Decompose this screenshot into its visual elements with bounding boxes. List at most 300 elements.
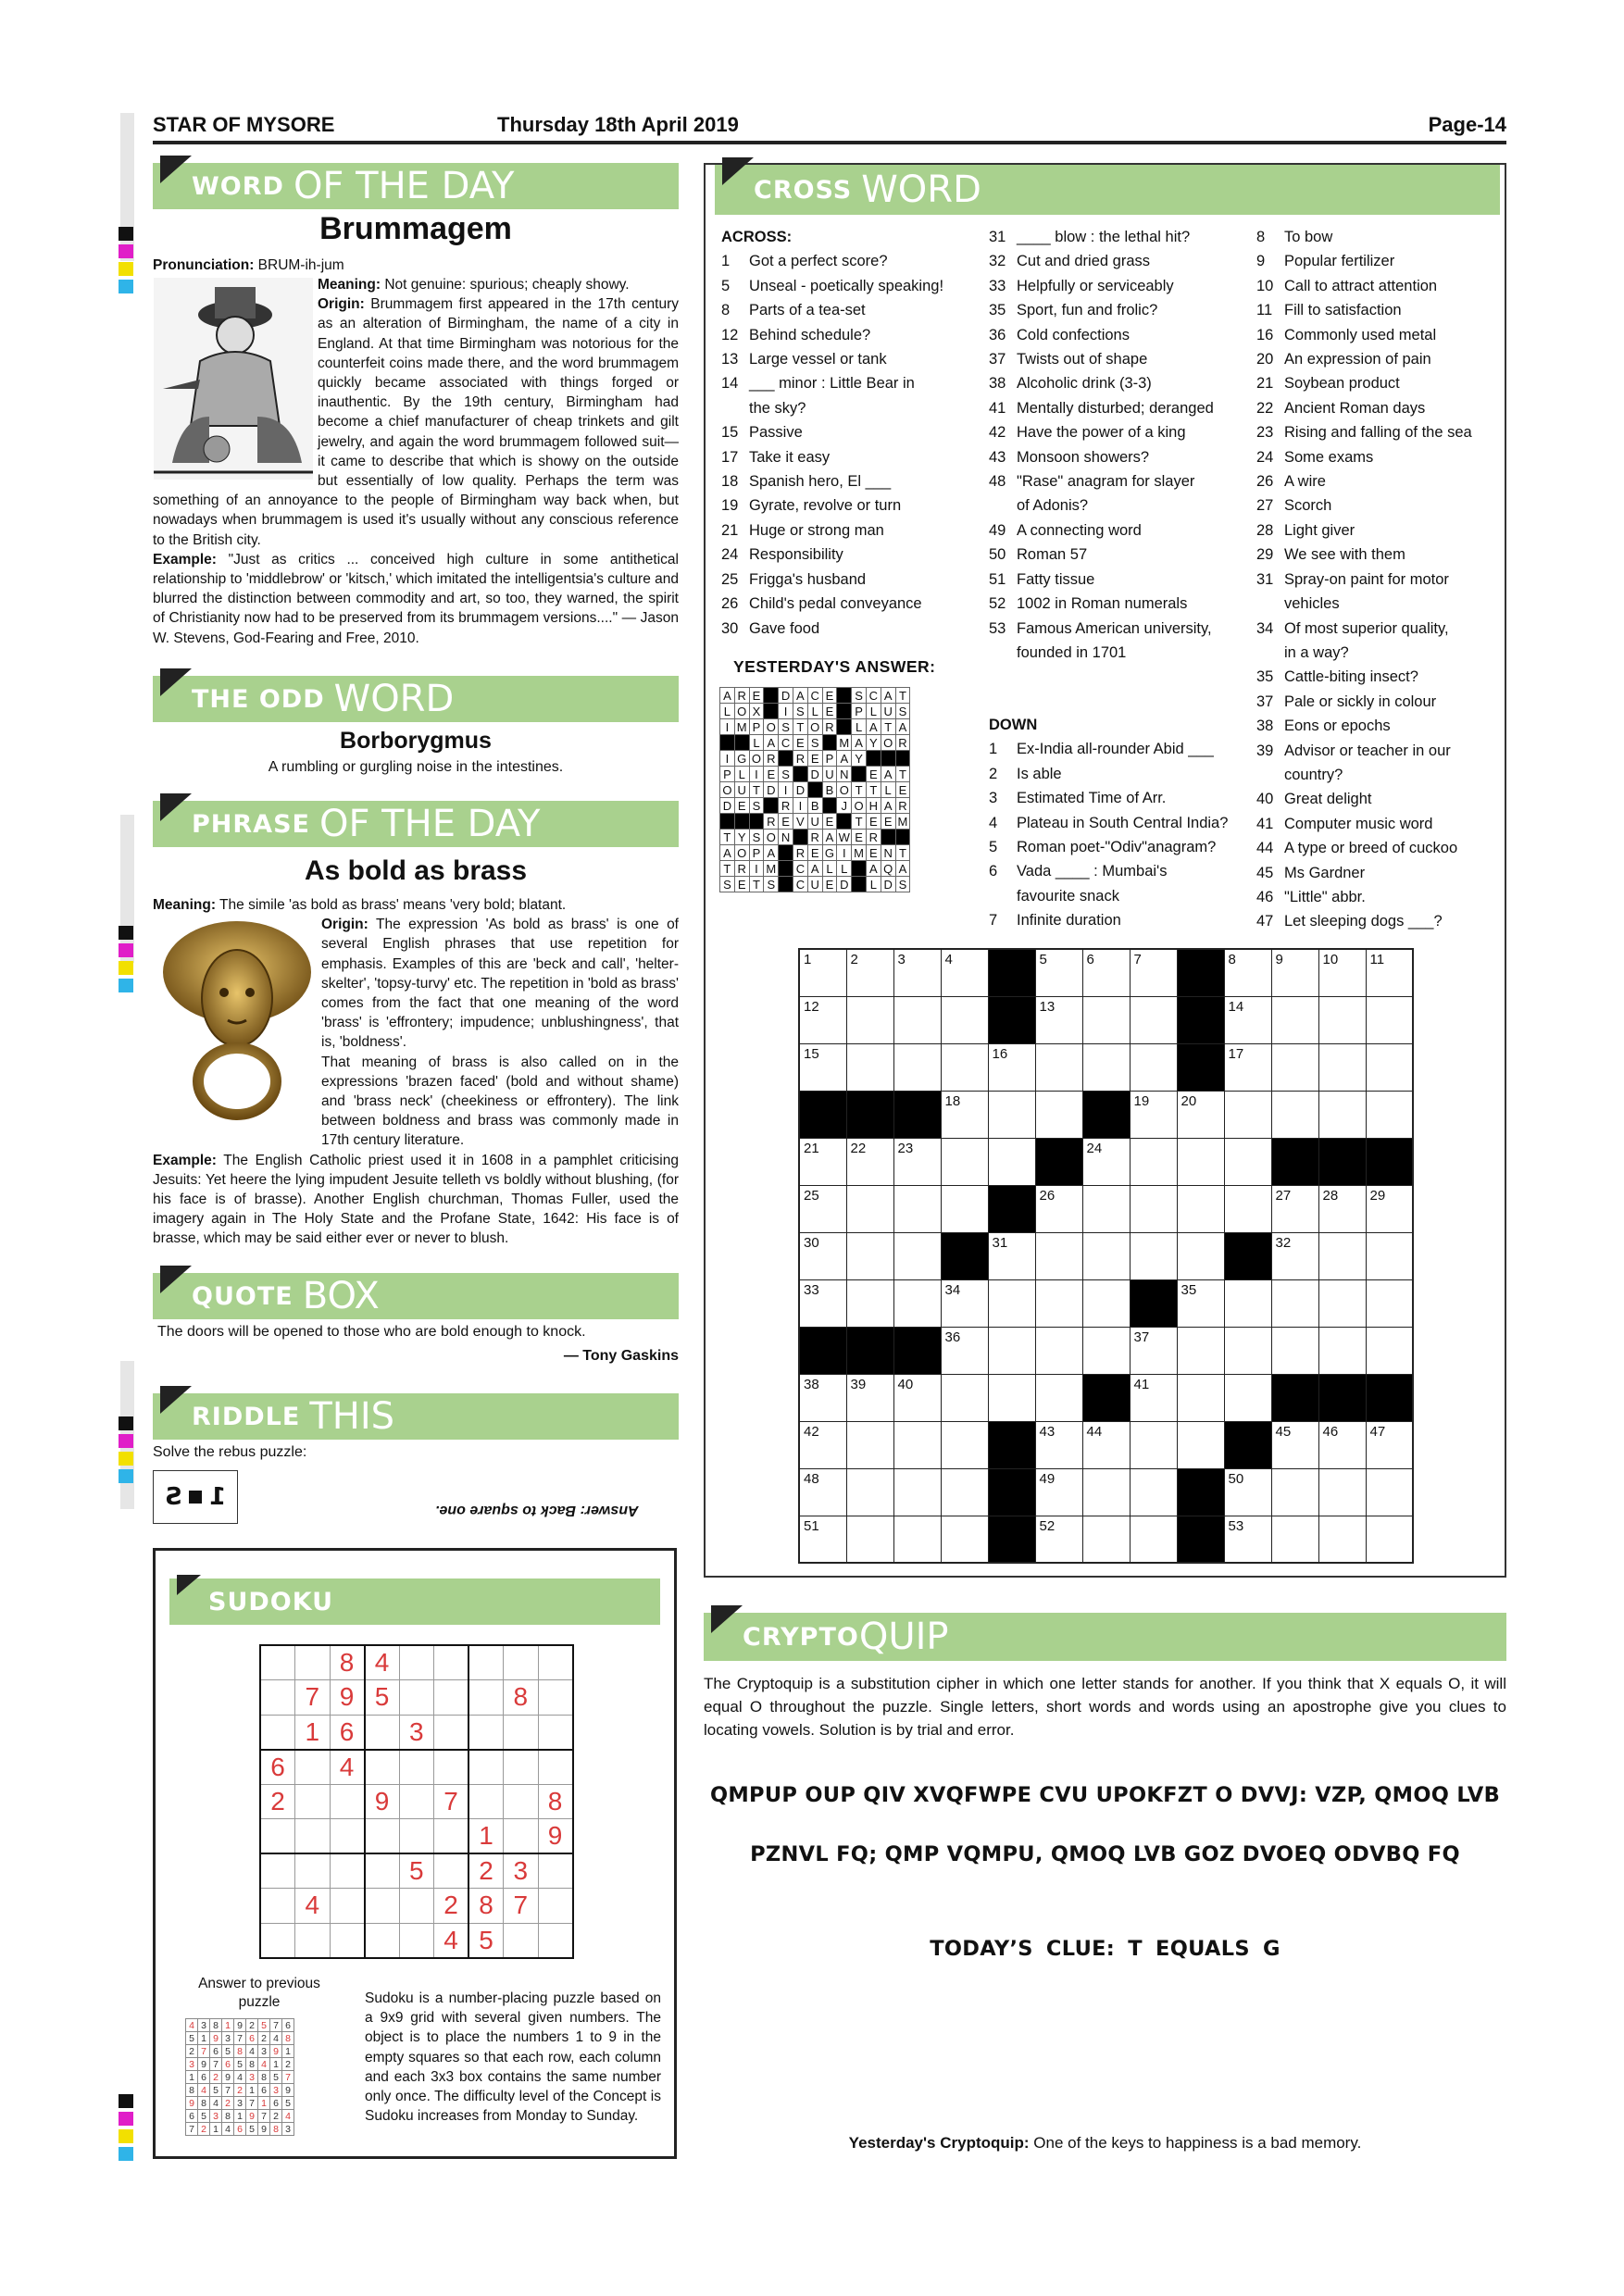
answer-cell: J	[837, 798, 852, 814]
clue-item: 21 Soybean product	[1256, 375, 1400, 393]
crossword-cell[interactable]: 34	[941, 1279, 988, 1327]
answer-cell: D	[764, 782, 779, 798]
answer-cell: W	[838, 830, 850, 844]
sudoku-cell[interactable]: 6	[260, 1750, 295, 1785]
answer-cell: O	[734, 845, 749, 861]
crossword-cell[interactable]	[893, 1516, 941, 1563]
crossword-cell[interactable]	[1082, 1327, 1130, 1374]
crossword-grid[interactable]	[798, 948, 1414, 1564]
crossword-cell[interactable]: 31	[988, 1232, 1035, 1279]
answer-cell: R	[793, 845, 807, 861]
answer-cell: E	[852, 830, 867, 845]
prev-answer-cell: 9	[210, 2032, 222, 2045]
crossword-cell[interactable]	[941, 1043, 988, 1091]
crossword-cell[interactable]: 1	[799, 949, 846, 996]
crossword-cell[interactable]	[941, 996, 988, 1043]
sudoku-cell[interactable]: 1	[295, 1715, 331, 1750]
answer-cell: T	[720, 861, 735, 877]
sudoku-cell[interactable]: 5	[365, 1680, 400, 1716]
crossword-cell[interactable]: 36	[941, 1327, 988, 1374]
crossword-cell[interactable]	[1224, 1279, 1271, 1327]
clue-item: 50 Roman 57	[989, 546, 1088, 564]
clue-item: 49 A connecting word	[989, 521, 1142, 539]
answer-cell: A	[881, 798, 895, 814]
sudoku-cell[interactable]	[365, 1750, 400, 1785]
crossword-cell[interactable]	[1366, 1327, 1413, 1374]
sudoku-cell[interactable]: 8	[538, 1784, 573, 1819]
crossword-cell[interactable]	[893, 1232, 941, 1279]
crossword-cell[interactable]	[1224, 1091, 1271, 1138]
crossword-cell[interactable]: 53	[1224, 1516, 1271, 1563]
crossword-cell[interactable]	[1318, 1516, 1366, 1563]
sudoku-cell[interactable]	[330, 1819, 365, 1854]
crossword-cell[interactable]	[846, 1279, 893, 1327]
crossword-cell[interactable]	[1224, 1374, 1271, 1421]
crossword-cell[interactable]	[846, 1043, 893, 1091]
crossword-cell[interactable]: 10	[1318, 949, 1366, 996]
crossword-cell[interactable]: 15	[799, 1043, 846, 1091]
crossword-cell[interactable]	[1082, 1516, 1130, 1563]
prev-answer-cell: 4	[282, 2110, 294, 2123]
answer-cell: C	[807, 688, 822, 704]
sudoku-cell[interactable]: 8	[504, 1680, 539, 1716]
crossword-cell[interactable]: 29	[1366, 1185, 1413, 1232]
registration-marks	[119, 926, 133, 992]
answer-cell: T	[852, 814, 867, 830]
page-number: Page-14	[1428, 113, 1506, 136]
crossword-cell[interactable]: 16	[988, 1043, 1035, 1091]
crossword-cell[interactable]	[1318, 1468, 1366, 1516]
sudoku-cell[interactable]	[260, 1923, 295, 1958]
sudoku-cell[interactable]	[538, 1853, 573, 1889]
sudoku-cell[interactable]	[538, 1680, 573, 1716]
sudoku-cell[interactable]	[330, 1889, 365, 1924]
sudoku-cell[interactable]	[538, 1750, 573, 1785]
prev-answer-cell: 4	[234, 2071, 246, 2084]
sudoku-cell[interactable]	[504, 1645, 539, 1680]
crossword-cell[interactable]: 28	[1318, 1185, 1366, 1232]
crossword-cell[interactable]	[1318, 1091, 1366, 1138]
crossword-cell[interactable]	[1318, 1232, 1366, 1279]
crossword-cell[interactable]: 41	[1130, 1374, 1177, 1421]
sudoku-cell[interactable]: 7	[504, 1889, 539, 1924]
sudoku-cell[interactable]	[538, 1645, 573, 1680]
crossword-cell[interactable]: 9	[1271, 949, 1318, 996]
crossword-cell[interactable]: 51	[799, 1516, 846, 1563]
sudoku-cell[interactable]	[504, 1750, 539, 1785]
sudoku-cell[interactable]	[295, 1853, 331, 1889]
crossword-cell[interactable]: 19	[1130, 1091, 1177, 1138]
prev-answer-cell: 1	[186, 2071, 198, 2084]
crossword-black-cell	[846, 1091, 893, 1138]
clue-item: 24 Some exams	[1256, 448, 1374, 466]
clue-item: 19 Gyrate, revolve or turn	[721, 497, 902, 515]
sudoku-cell[interactable]	[399, 1923, 434, 1958]
sudoku-cell[interactable]: 4	[365, 1645, 400, 1680]
crossword-cell[interactable]	[1130, 1185, 1177, 1232]
crossword-cell[interactable]	[846, 1185, 893, 1232]
prev-answer-cell: 4	[198, 2084, 210, 2097]
crossword-cell[interactable]	[941, 1516, 988, 1563]
sudoku-cell[interactable]: 3	[399, 1715, 434, 1750]
sudoku-cell[interactable]	[399, 1680, 434, 1716]
sudoku-cell[interactable]	[504, 1819, 539, 1854]
sudoku-cell[interactable]: 4	[330, 1750, 365, 1785]
crossword-cell[interactable]	[988, 1138, 1035, 1185]
sudoku-cell[interactable]	[260, 1715, 295, 1750]
crossword-cell[interactable]	[1271, 1516, 1318, 1563]
odd-word-title: Borborygmus	[340, 728, 492, 754]
crossword-cell[interactable]	[846, 1516, 893, 1563]
answer-cell: E	[779, 814, 793, 830]
crossword-cell[interactable]	[1366, 1043, 1413, 1091]
crossword-cell[interactable]	[941, 1138, 988, 1185]
sudoku-cell[interactable]	[260, 1853, 295, 1889]
sudoku-cell[interactable]	[434, 1645, 469, 1680]
prev-answer-cell: 3	[270, 2084, 282, 2097]
prev-answer-cell: 8	[258, 2071, 270, 2084]
crossword-cell[interactable]: 12	[799, 996, 846, 1043]
crossword-cell[interactable]: 47	[1366, 1421, 1413, 1468]
sudoku-grid[interactable]	[259, 1644, 574, 1959]
crossword-cell[interactable]: 24	[1082, 1138, 1130, 1185]
clue-item: 6 Vada ____ : Mumbai's	[989, 863, 1168, 880]
answer-cell: E	[822, 688, 837, 704]
crossword-cell[interactable]: 50	[1224, 1468, 1271, 1516]
sudoku-cell[interactable]	[365, 1923, 400, 1958]
answer-cell: L	[720, 704, 735, 719]
quote-author: — Tony Gaskins	[563, 1348, 679, 1364]
crossword-cell[interactable]	[1366, 1516, 1413, 1563]
crossword-cell[interactable]: 30	[799, 1232, 846, 1279]
answer-cell: L	[734, 767, 749, 782]
crossword-cell[interactable]: 25	[799, 1185, 846, 1232]
crossword-cell[interactable]	[1318, 1327, 1366, 1374]
clue-item: 41 Computer music word	[1256, 815, 1433, 832]
crossword-cell[interactable]	[941, 1374, 988, 1421]
crossword-cell[interactable]	[988, 1374, 1035, 1421]
answer-cell	[807, 782, 822, 798]
sudoku-cell[interactable]	[330, 1784, 365, 1819]
prev-answer-cell: 5	[186, 2032, 198, 2045]
crossword-cell[interactable]	[1177, 1138, 1224, 1185]
crossword-cell[interactable]: 14	[1224, 996, 1271, 1043]
sudoku-cell[interactable]: 6	[330, 1715, 365, 1750]
sudoku-cell[interactable]	[260, 1680, 295, 1716]
word-pronunciation: Pronunciation: BRUM-ih-jum	[153, 257, 344, 273]
sudoku-cell[interactable]	[295, 1784, 331, 1819]
crossword-cell[interactable]: 32	[1271, 1232, 1318, 1279]
sudoku-cell[interactable]	[399, 1889, 434, 1924]
clue-item: 5 Roman poet-"Odiv"anagram?	[989, 839, 1217, 856]
crossword-cell[interactable]: 6	[1082, 949, 1130, 996]
sudoku-cell[interactable]: 2	[434, 1889, 469, 1924]
crossword-cell[interactable]	[846, 1421, 893, 1468]
sudoku-cell[interactable]	[538, 1889, 573, 1924]
crossword-cell[interactable]	[846, 1468, 893, 1516]
crossword-cell[interactable]	[1130, 1516, 1177, 1563]
crossword-cell[interactable]: 23	[893, 1138, 941, 1185]
answer-cell: R	[895, 798, 910, 814]
crossword-cell[interactable]	[1177, 1421, 1224, 1468]
crossword-cell[interactable]	[846, 1232, 893, 1279]
prev-answer-cell: 9	[258, 2123, 270, 2136]
answer-cell: S	[764, 877, 779, 892]
phrase-title: As bold as brass	[304, 855, 528, 886]
previous-answer-label: Answer to previous puzzle	[198, 1976, 320, 2010]
crossword-cell[interactable]: 37	[1130, 1327, 1177, 1374]
crossword-cell[interactable]	[1177, 1327, 1224, 1374]
crossword-cell[interactable]	[1366, 1091, 1413, 1138]
crossword-cell[interactable]	[893, 1043, 941, 1091]
phrase-body: Meaning: The simile 'as bold as brass' means 'very bold; blatant. Origin: The expression 'As bold as brass' is one of several English phrases that use repetition for emphasis. Examples of this are 'beck and call', 'helter-skelter', 'topsy-turvy' etc. The repetition in 'bold as brass' comes from the fact that one meaning of the word 'brass' is 'effrontery; impudence; unblushingness', that is, 'boldness'. That meaning of brass is also called on in the expressions 'brazen faced' (bold and without shame) and 'brass neck' (cheekiness or effrontery). The link between boldness and brass was commonly made in 17th century literature. Example: The English Catholic priest used it in 1608 in a pamphlet criticising Jesuits: Yet heere the lying impudent Jesuite telleth vs boldly without blushing, (for his face is of brasse). Another English churchman, Thomas Fuller, used the imagery again in The Holy State and the Profane State, 1642: His face is of brasse, which may be said either ever or never to blush.	[153, 897, 679, 1247]
crossword-cell[interactable]	[941, 1185, 988, 1232]
crossword-cell[interactable]	[1271, 1091, 1318, 1138]
sudoku-cell[interactable]: 2	[468, 1853, 504, 1889]
crossword-cell[interactable]	[988, 1279, 1035, 1327]
crossword-cell[interactable]: 46	[1318, 1421, 1366, 1468]
crossword-cell[interactable]: 27	[1271, 1185, 1318, 1232]
crossword-black-cell	[988, 1468, 1035, 1516]
answer-cell: O	[764, 830, 779, 845]
crossword-cell[interactable]	[893, 1279, 941, 1327]
crossword-cell[interactable]	[1224, 1185, 1271, 1232]
sudoku-cell[interactable]	[468, 1645, 504, 1680]
sudoku-cell[interactable]	[434, 1680, 469, 1716]
sudoku-cell[interactable]: 8	[330, 1645, 365, 1680]
crossword-cell[interactable]: 42	[799, 1421, 846, 1468]
sudoku-cell[interactable]	[295, 1750, 331, 1785]
registration-marks	[119, 227, 133, 293]
crossword-cell[interactable]	[1130, 1043, 1177, 1091]
crossword-cell[interactable]	[1177, 1374, 1224, 1421]
prev-answer-cell: 8	[186, 2084, 198, 2097]
crossword-cell[interactable]: 22	[846, 1138, 893, 1185]
crossword-black-cell	[988, 1421, 1035, 1468]
crossword-cell[interactable]	[1035, 1374, 1082, 1421]
prev-answer-cell: 3	[198, 2019, 210, 2032]
crossword-cell[interactable]	[893, 1185, 941, 1232]
prev-answer-cell: 6	[258, 2084, 270, 2097]
crossword-cell[interactable]: 20	[1177, 1091, 1224, 1138]
sudoku-cell[interactable]	[434, 1853, 469, 1889]
prev-answer-cell: 9	[282, 2084, 294, 2097]
crossword-cell[interactable]	[1082, 1185, 1130, 1232]
sudoku-cell[interactable]	[330, 1923, 365, 1958]
clue-item: the sky?	[749, 399, 806, 417]
sudoku-cell[interactable]	[295, 1645, 331, 1680]
sudoku-cell[interactable]	[260, 1645, 295, 1680]
sudoku-cell[interactable]	[504, 1923, 539, 1958]
crossword-cell[interactable]	[893, 1468, 941, 1516]
crossword-cell[interactable]	[1082, 1232, 1130, 1279]
sudoku-cell[interactable]	[434, 1750, 469, 1785]
clue-item: vehicles	[1284, 595, 1340, 613]
crossword-cell[interactable]	[1082, 1468, 1130, 1516]
yesterday-crossword-answer	[719, 687, 910, 892]
sudoku-cell[interactable]	[295, 1819, 331, 1854]
crossword-cell[interactable]: 2	[846, 949, 893, 996]
crossword-cell[interactable]	[1035, 1232, 1082, 1279]
prev-answer-cell: 6	[282, 2019, 294, 2032]
sudoku-cell[interactable]	[365, 1715, 400, 1750]
crossword-cell[interactable]: 33	[799, 1279, 846, 1327]
crossword-cell[interactable]: 43	[1035, 1421, 1082, 1468]
sudoku-cell[interactable]	[468, 1784, 504, 1819]
sudoku-cell[interactable]	[399, 1819, 434, 1854]
sudoku-cell[interactable]: 1	[468, 1819, 504, 1854]
answer-cell: I	[793, 798, 807, 814]
sudoku-cell[interactable]: 9	[365, 1784, 400, 1819]
crossword-cell[interactable]	[1318, 1043, 1366, 1091]
crossword-cell[interactable]	[1130, 1421, 1177, 1468]
answer-cell	[837, 688, 852, 704]
crossword-cell[interactable]	[1224, 1327, 1271, 1374]
crossword-cell[interactable]: 48	[799, 1468, 846, 1516]
crossword-cell[interactable]: 38	[799, 1374, 846, 1421]
sudoku-cell[interactable]	[399, 1645, 434, 1680]
crossword-cell[interactable]	[893, 996, 941, 1043]
clue-item: 52 1002 in Roman numerals	[989, 595, 1188, 613]
sudoku-cell[interactable]	[365, 1819, 400, 1854]
prev-answer-cell: 8	[210, 2019, 222, 2032]
sudoku-cell[interactable]	[504, 1715, 539, 1750]
answer-cell: O	[749, 751, 764, 767]
sudoku-cell[interactable]	[295, 1923, 331, 1958]
crossword-cell[interactable]	[1082, 996, 1130, 1043]
crossword-cell[interactable]	[941, 1421, 988, 1468]
sudoku-cell[interactable]	[434, 1715, 469, 1750]
sudoku-cell[interactable]	[468, 1715, 504, 1750]
crossword-cell[interactable]	[1130, 1232, 1177, 1279]
crossword-cell[interactable]: 52	[1035, 1516, 1082, 1563]
crossword-cell[interactable]	[1271, 1279, 1318, 1327]
sudoku-cell[interactable]	[260, 1819, 295, 1854]
crossword-cell[interactable]: 4	[941, 949, 988, 996]
crossword-cell[interactable]: 44	[1082, 1421, 1130, 1468]
crossword-cell[interactable]: 17	[1224, 1043, 1271, 1091]
sudoku-cell[interactable]: 9	[538, 1819, 573, 1854]
crossword-cell[interactable]: 21	[799, 1138, 846, 1185]
crossword-cell[interactable]: 35	[1177, 1279, 1224, 1327]
crossword-cell[interactable]: 39	[846, 1374, 893, 1421]
crossword-cell[interactable]	[988, 1327, 1035, 1374]
crossword-cell[interactable]	[1318, 996, 1366, 1043]
crossword-cell[interactable]: 7	[1130, 949, 1177, 996]
sudoku-cell[interactable]	[399, 1784, 434, 1819]
crossword-cell[interactable]	[1366, 1468, 1413, 1516]
sudoku-cell[interactable]: 8	[468, 1889, 504, 1924]
sudoku-cell[interactable]	[504, 1784, 539, 1819]
prev-answer-cell: 1	[222, 2019, 234, 2032]
answer-cell: X	[749, 704, 764, 719]
answer-cell: R	[822, 719, 837, 735]
sudoku-cell[interactable]	[468, 1750, 504, 1785]
crossword-cell[interactable]	[1366, 1232, 1413, 1279]
sudoku-cell[interactable]: 9	[330, 1680, 365, 1716]
crossword-cell[interactable]: 13	[1035, 996, 1082, 1043]
sudoku-cell[interactable]	[365, 1889, 400, 1924]
sudoku-cell[interactable]	[365, 1853, 400, 1889]
crossword-cell[interactable]	[1177, 1185, 1224, 1232]
answer-cell: B	[822, 782, 837, 798]
crossword-cell[interactable]: 18	[941, 1091, 988, 1138]
crossword-cell[interactable]	[1082, 1279, 1130, 1327]
answer-cell: R	[734, 688, 749, 704]
sudoku-cell[interactable]: 5	[468, 1923, 504, 1958]
sudoku-cell[interactable]: 7	[295, 1680, 331, 1716]
sudoku-cell[interactable]	[468, 1680, 504, 1716]
crossword-cell[interactable]	[893, 1421, 941, 1468]
sudoku-cell[interactable]	[538, 1715, 573, 1750]
sudoku-cell[interactable]: 4	[295, 1889, 331, 1924]
crossword-cell[interactable]	[1035, 1091, 1082, 1138]
answer-cell	[779, 751, 793, 767]
crossword-cell[interactable]	[846, 996, 893, 1043]
crossword-cell[interactable]: 3	[893, 949, 941, 996]
sudoku-cell[interactable]: 3	[504, 1853, 539, 1889]
crossword-cell[interactable]	[1035, 1279, 1082, 1327]
crossword-cell[interactable]	[1035, 1327, 1082, 1374]
crossword-cell[interactable]: 40	[893, 1374, 941, 1421]
sudoku-cell[interactable]	[538, 1923, 573, 1958]
crossword-cell[interactable]: 11	[1366, 949, 1413, 996]
sudoku-cell[interactable]	[399, 1750, 434, 1785]
sudoku-cell[interactable]	[434, 1819, 469, 1854]
crossword-cell[interactable]	[1318, 1279, 1366, 1327]
word-of-day-body: Meaning: Not genuine: spurious; cheaply showy. Origin: Brummagem first appeared in the 17th century as an alteration of Birmingham, the name of a city in England. At that time Birmingham was notorious for the counterfeit coins made there, and the word brummagem quickly became associated with things forged or inauthentic. By the 19th century, Birmingham had become a chief manufacturer of cheap trinkets and gilt jewelry, and again the word brummagem followed suit—it came to describe that which is showy on the outside but essentially of low quality. Perhaps the term was something of an annoyance to the people of Birmingham way back when, but nowadays when brummagem is used it's usually without any conscious reference to the British city. Example: "Just as critics ... conceived high culture in some antithetical relationship to 'middlebrow' or 'kitsch,' which imitated the intelligentsia's culture and blurred the distinction between commodity and art, so too, they warned, the spirit of Christianity now had to be preserved from its brummagem versions...." — Jason W. Stevens, God-Fearing and Free, 2010.	[153, 277, 679, 646]
crossword-cell[interactable]	[941, 1468, 988, 1516]
answer-cell: E	[822, 814, 837, 830]
crossword-cell[interactable]	[1271, 996, 1318, 1043]
answer-cell: A	[852, 735, 867, 751]
sudoku-cell[interactable]: 4	[434, 1923, 469, 1958]
answer-cell: I	[779, 782, 793, 798]
crossword-cell[interactable]	[1366, 996, 1413, 1043]
crossword-black-cell	[1177, 1468, 1224, 1516]
answer-cell: T	[749, 782, 764, 798]
prev-answer-cell: 4	[186, 2019, 198, 2032]
crossword-cell[interactable]	[1035, 1043, 1082, 1091]
answer-cell: R	[793, 751, 807, 767]
prev-answer-cell: 2	[234, 2084, 246, 2097]
crossword-cell[interactable]	[1224, 1138, 1271, 1185]
sudoku-cell[interactable]	[260, 1889, 295, 1924]
crossword-cell[interactable]	[1130, 996, 1177, 1043]
crossword-cell[interactable]: 49	[1035, 1468, 1082, 1516]
crossword-cell[interactable]: 45	[1271, 1421, 1318, 1468]
sudoku-cell[interactable]: 7	[434, 1784, 469, 1819]
sudoku-cell[interactable]: 5	[399, 1853, 434, 1889]
crossword-cell[interactable]	[1271, 1327, 1318, 1374]
sudoku-cell[interactable]: 2	[260, 1784, 295, 1819]
crossword-cell[interactable]	[1271, 1468, 1318, 1516]
crossword-cell[interactable]: 26	[1035, 1185, 1082, 1232]
crossword-cell[interactable]	[1177, 1232, 1224, 1279]
crossword-cell[interactable]	[1130, 1138, 1177, 1185]
crossword-cell[interactable]: 8	[1224, 949, 1271, 996]
crossword-cell[interactable]	[1082, 1043, 1130, 1091]
crossword-cell[interactable]	[1130, 1468, 1177, 1516]
answer-cell: S	[749, 798, 764, 814]
crossword-cell[interactable]	[988, 1091, 1035, 1138]
crossword-cell[interactable]	[1271, 1043, 1318, 1091]
crossword-cell[interactable]: 5	[1035, 949, 1082, 996]
clue-item: 31 ____ blow : the lethal hit?	[989, 229, 1191, 245]
crossword-cell[interactable]	[1366, 1279, 1413, 1327]
sudoku-cell[interactable]	[330, 1853, 365, 1889]
answer-cell: A	[866, 719, 881, 735]
